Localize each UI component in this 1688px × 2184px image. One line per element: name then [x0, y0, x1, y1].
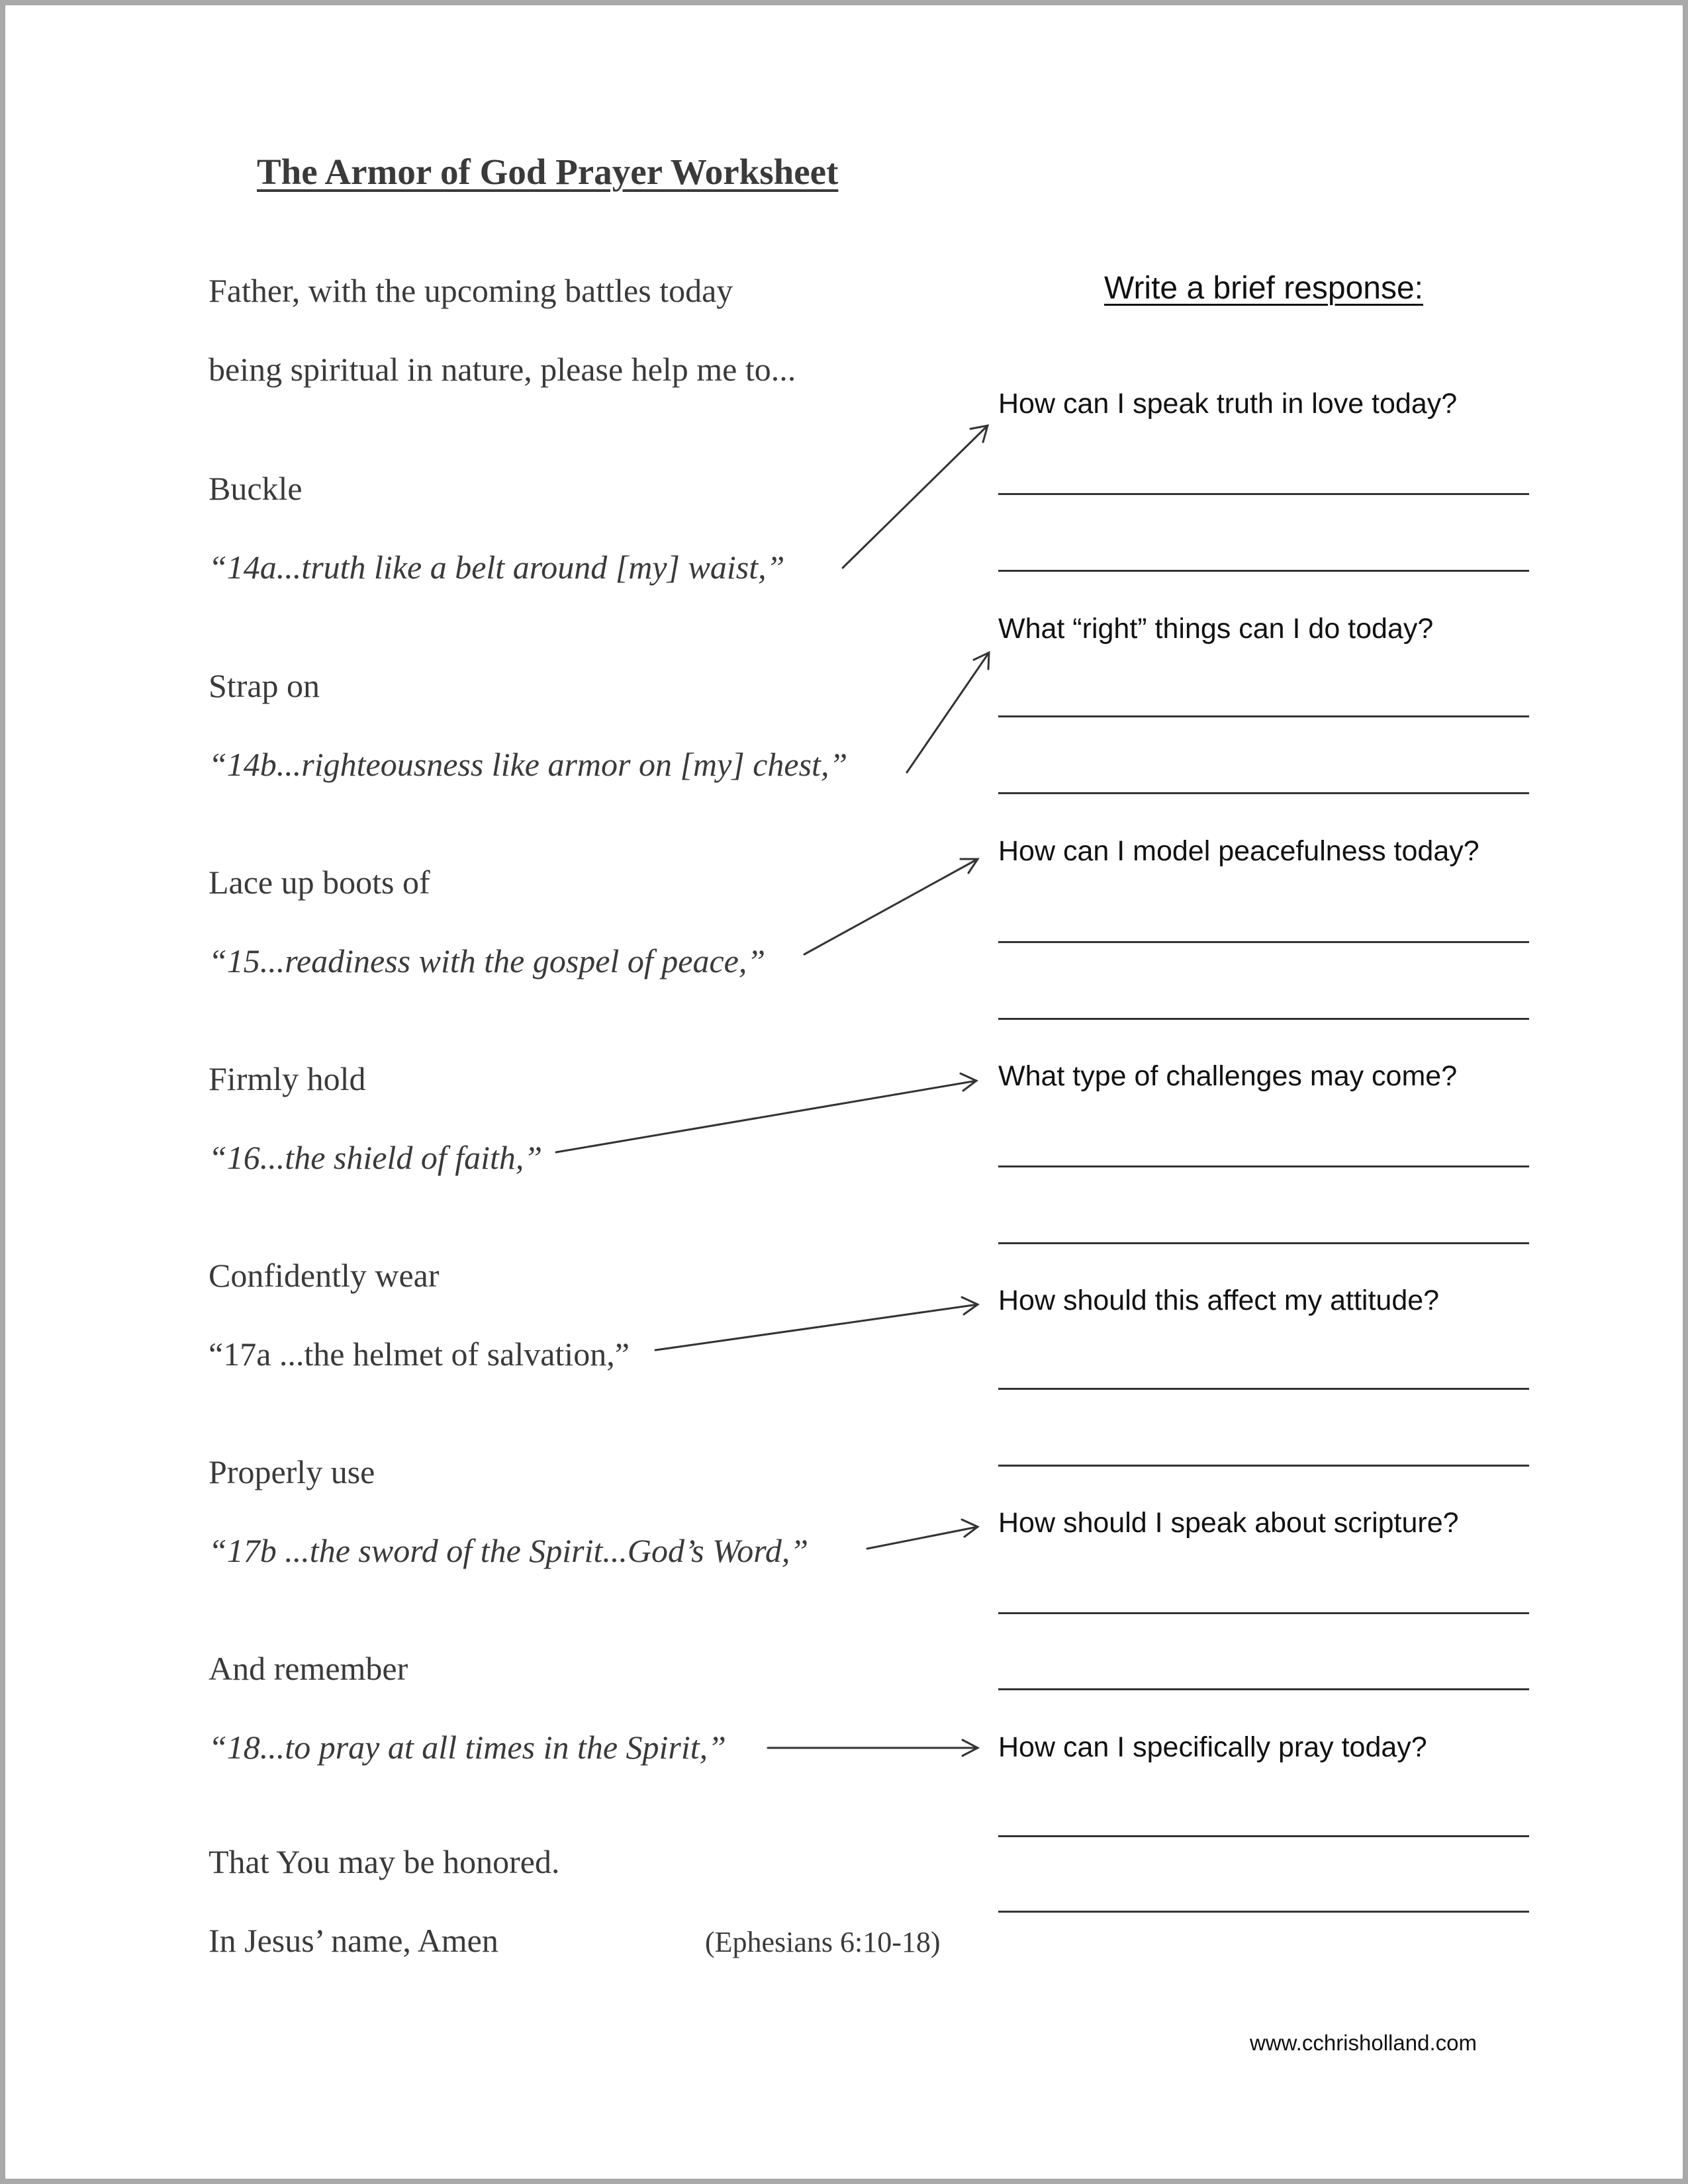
armor-verb-5: Confidently wear — [209, 1257, 440, 1294]
armor-verb-7: And remember — [209, 1650, 408, 1687]
armor-verse-1: “14a...truth like a belt around [my] waist,” — [209, 549, 785, 586]
scripture-reference: (Ephesians 6:10-18) — [705, 1926, 941, 1958]
arrow-icon-3 — [804, 859, 978, 954]
armor-verb-6: Properly use — [209, 1453, 375, 1490]
closing-line-1: That You may be honored. — [209, 1843, 560, 1880]
arrow-icon-2 — [907, 653, 989, 772]
response-question-1: How can I speak truth in love today? — [998, 388, 1458, 420]
armor-verse-6: “17b ...the sword of the Spirit...God’s Word,” — [209, 1532, 809, 1569]
armor-verb-4: Firmly hold — [209, 1060, 366, 1097]
armor-verb-3: Lace up boots of — [209, 864, 430, 901]
armor-verse-5: “17a ...the helmet of salvation,” — [209, 1336, 630, 1373]
page-title: The Armor of God Prayer Worksheet — [257, 152, 839, 192]
arrow-icon-7 — [768, 1740, 978, 1756]
website-url: www.cchrisholland.com — [1250, 2030, 1477, 2055]
arrow-icon-1 — [843, 426, 988, 568]
response-question-2: What “right” things can I do today? — [998, 613, 1434, 645]
armor-verse-2: “14b...righteousness like armor on [my] chest,” — [209, 746, 848, 783]
response-question-3: How can I model peacefulness today? — [998, 835, 1479, 867]
arrow-icon-4 — [556, 1073, 976, 1152]
closing-line-2: In Jesus’ name, Amen — [209, 1922, 498, 1959]
intro-line-1: Father, with the upcoming battles today — [209, 272, 733, 309]
intro-line-2: being spiritual in nature, please help me to... — [209, 351, 796, 388]
arrow-icon-6 — [867, 1520, 978, 1549]
response-heading: Write a brief response: — [1104, 271, 1423, 306]
response-question-6: How should I speak about scripture? — [998, 1507, 1459, 1539]
armor-verse-3: “15...readiness with the gospel of peace,” — [209, 942, 766, 979]
response-question-7: How can I specifically pray today? — [998, 1731, 1427, 1763]
response-question-4: What type of challenges may come? — [998, 1060, 1458, 1092]
armor-verb-2: Strap on — [209, 667, 320, 704]
response-question-5: How should this affect my attitude? — [998, 1285, 1440, 1316]
armor-verb-1: Buckle — [209, 470, 303, 507]
armor-verse-4: “16...the shield of faith,” — [209, 1139, 543, 1176]
arrow-icon-5 — [655, 1297, 978, 1350]
armor-verse-7: “18...to pray at all times in the Spirit,” — [209, 1729, 726, 1766]
